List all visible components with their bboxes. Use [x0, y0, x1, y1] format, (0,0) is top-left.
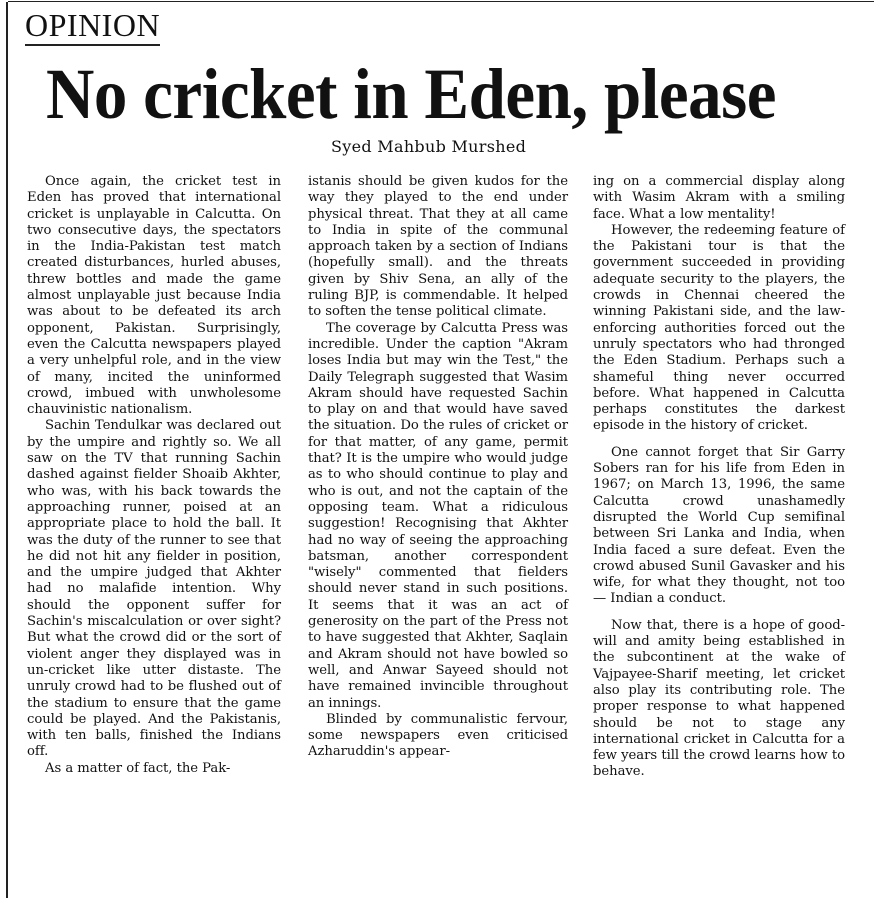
left-rule: [6, 2, 8, 898]
paragraph: istanis should be given kudos for the way they played to the end under physical threat. That they at all came to India in spite of the communal approach taken by a section of Indians (hopefully small). and the threats given by Shiv Sena, an ally of the ruling BJP, is commendable. It helped to soften the tense political climate.: [308, 174, 568, 320]
byline: Syed Mahbub Murshed: [331, 137, 527, 156]
column-2: [308, 174, 568, 761]
paragraph: Now that, there is a hope of good-will and amity being established in the subcontinent at the wake of Vajpayee-Sharif meeting, let cricket also play its contributing role. The proper response to what happened should be not to stage any international cricket in Calcutta for a few years till the crowd learns how to behave.: [593, 617, 845, 780]
paragraph: ing on a commercial display along with Wasim Akram with a smiling face. What a low mentality!: [593, 174, 845, 222]
section-label: OPINION: [25, 6, 160, 46]
paragraph: However, the redeeming feature of the Pakistani tour is that the government succeeded in providing adequate security to the players, the crowds in Chennai cheered the winning Pakistani side, and the law-enforcing authorities forced out the unruly spectators who had thronged the Eden Stadium. Perhaps such a shameful thing never occurred before. What happened in Calcutta perhaps constitutes the darkest episode in the history of cricket.: [593, 222, 845, 434]
paragraph: The coverage by Calcutta Press was incredible. Under the caption "Akram loses India but may win the Test," the Daily Telegraph suggested that Wasim Akram should have requested Sachin to play on and that would have saved the situation. Do the rules of cricket or for that matter, of any game, permit that? It is the umpire who would judge as to who should continue to play and who is out, and not the captain of the opposing team. What a ridiculous suggestion! Recognising that Akhter had no way of seeing the approaching batsman, another correspondent "wisely" commented that fielders should never stand in such positions. It seems that it was an act of generosity on the part of the Press not to have suggested that Akhter, Saqlain and Akram should not have bowled so well, and Anwar Sayeed should not have remained invincible throughout an innings.: [308, 320, 568, 711]
paragraph: As a matter of fact, the Pak-: [45, 760, 231, 776]
column-3: [593, 174, 845, 781]
paragraph: One cannot forget that Sir Garry Sobers ran for his life from Eden in 1967; on March 13, 1996, the same Calcutta crowd unashamedly disrupted the World Cup semifinal between Sri Lanka and India, when India faced a sure defeat. Even the crowd abused Sunil Gavasker and his wife, for what they thought, not too — Indian a conduct.: [593, 444, 845, 607]
paragraph: Once again, the cricket test in Eden has proved that international cricket is unplayable in Calcutta. On two consecutive days, the spectators in the India-Pakistan test match created disturbances, hurled abuses, threw bottles and made the game almost unplayable just because India was about to be defeated its arch opponent, Pakistan. Surprisingly, even the Calcutta newspapers played a very unhelpful role, and in the view of many, incited the uninformed crowd, imbued with unwholesome chauvinistic nationalism.: [27, 174, 281, 418]
paragraph: Sachin Tendulkar was declared out by the umpire and rightly so. We all saw on the TV that running Sachin dashed against fielder Shoaib Akhter, who was, with his back towards the approaching runner, poised at an appropriate place to hold the ball. It was the duty of the runner to see that he did not hit any fielder in position, and the umpire judged that Akhter had no malafide intention. Why should the opponent suffer for Sachin's miscalculation or over sight? But what the crowd did or the sort of violent anger they displayed was in un-cricket like utter distaste. The unruly crowd had to be flushed out of the stadium to ensure that the game could be played. And the Pakistanis, with ten balls, finished the Indians off.: [27, 418, 281, 760]
paragraph: Blinded by communalistic fervour, some newspapers even criticised Azharuddin's appear-: [308, 711, 568, 760]
article-body: [27, 174, 869, 894]
top-rule: [8, 1, 874, 2]
headline: No cricket in Eden, please: [46, 54, 777, 134]
column-1: [27, 174, 281, 777]
